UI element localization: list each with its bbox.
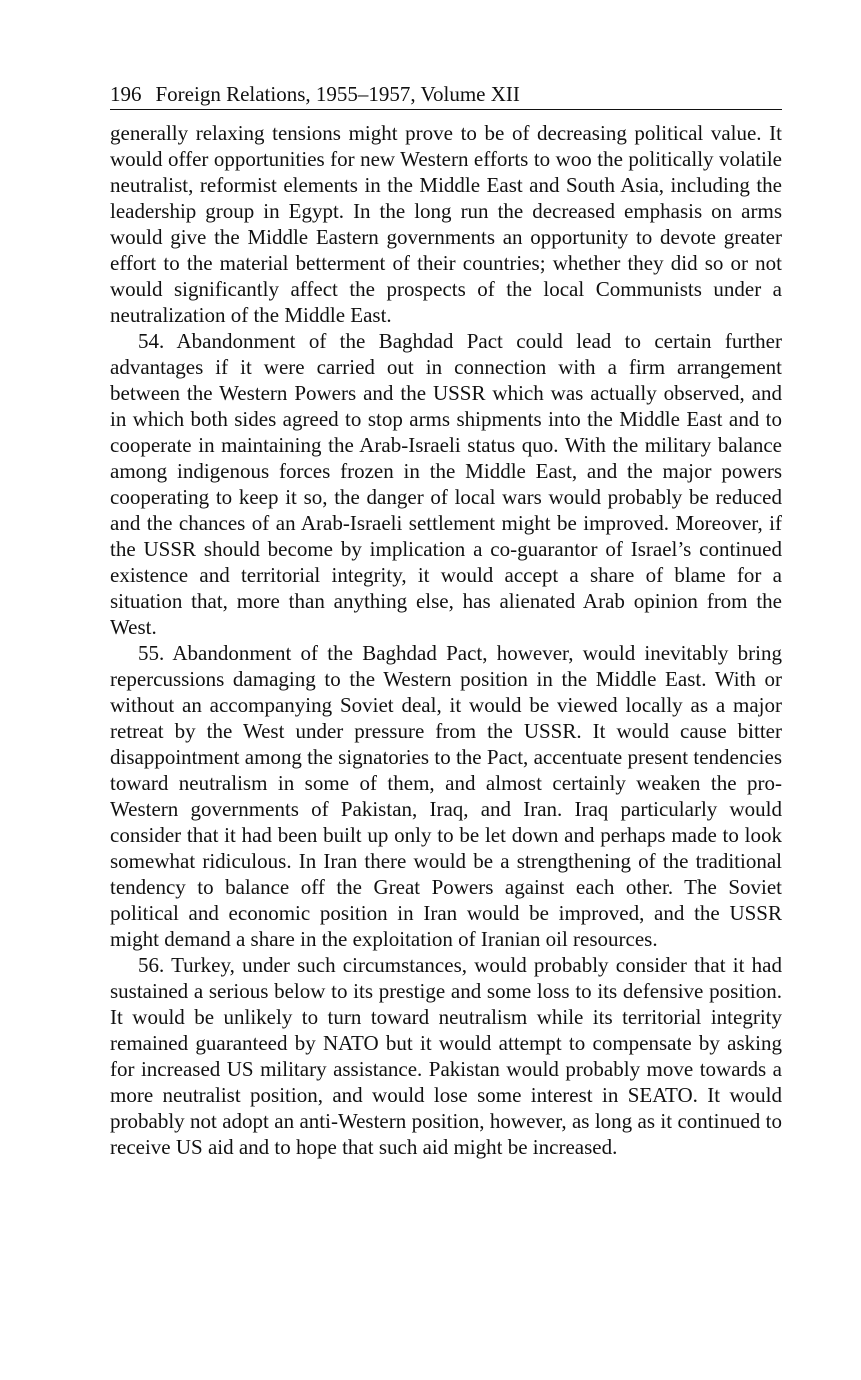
page-number: 196 — [110, 82, 142, 106]
volume-title: Foreign Relations, 1955–1957, Volume XII — [155, 82, 520, 106]
document-page — [110, 80, 782, 1160]
paragraph-continued: generally relaxing tensions might prove to be of decreasing political value. It would offer opportunities for new Western efforts to woo the politically volatile neutralist, reformist elements in the Middle East and South Asia, including the leadership group in Egypt. In the long run the decreased emphasis on arms would give the Middle Eastern governments an opportunity to devote greater effort to the material betterment of their countries; whether they did so or not would significantly affect the prospects of the local Communists under a neutralization of the Middle East. — [110, 121, 782, 327]
paragraph-56: 56. Turkey, under such circumstances, would probably consider that it had sustained a serious below to its prestige and some loss to its defensive position. It would be unlikely to turn toward neutralism while its territorial integrity remained guaranteed by NATO but it would attempt to compensate by asking for increased US military assistance. Pakistan would probably move towards a more neutralist position, and would lose some interest in SEATO. It would probably not adopt an anti-Western position, however, as long as it continued to receive US aid and to hope that such aid might be increased. — [110, 953, 782, 1159]
paragraph-55: 55. Abandonment of the Baghdad Pact, however, would inevitably bring repercussions damaging to the Western position in the Middle East. With or without an accompanying Soviet deal, it would be viewed locally as a major retreat by the West under pressure from the USSR. It would cause bitter disappointment among the signatories to the Pact, accentuate present tendencies toward neutralism in some of them, and almost certainly weaken the pro-Western governments of Pakistan, Iraq, and Iran. Iraq particularly would consider that it had been built up only to be let down and perhaps made to look somewhat ridiculous. In Iran there would be a strengthening of the traditional tendency to balance off the Great Powers against each other. The Soviet political and economic position in Iran would be improved, and the USSR might demand a share in the exploitation of Iranian oil resources. — [110, 641, 782, 951]
paragraph-54: 54. Abandonment of the Baghdad Pact could lead to certain further advantages if it were carried out in connection with a firm arrangement between the Western Powers and the USSR which was actually observed, and in which both sides agreed to stop arms shipments into the Middle East and to cooperate in maintaining the Arab-Israeli status quo. With the military balance among indigenous forces frozen in the Middle East, and the major powers cooperating to keep it so, the danger of local wars would probably be reduced and the chances of an Arab-Israeli settlement might be improved. Moreover, if the USSR should become by implication a co-guarantor of Israel’s continued existence and territorial integrity, it would accept a share of blame for a situation that, more than anything else, has alienated Arab opinion from the West. — [110, 329, 782, 639]
running-header — [110, 80, 782, 110]
